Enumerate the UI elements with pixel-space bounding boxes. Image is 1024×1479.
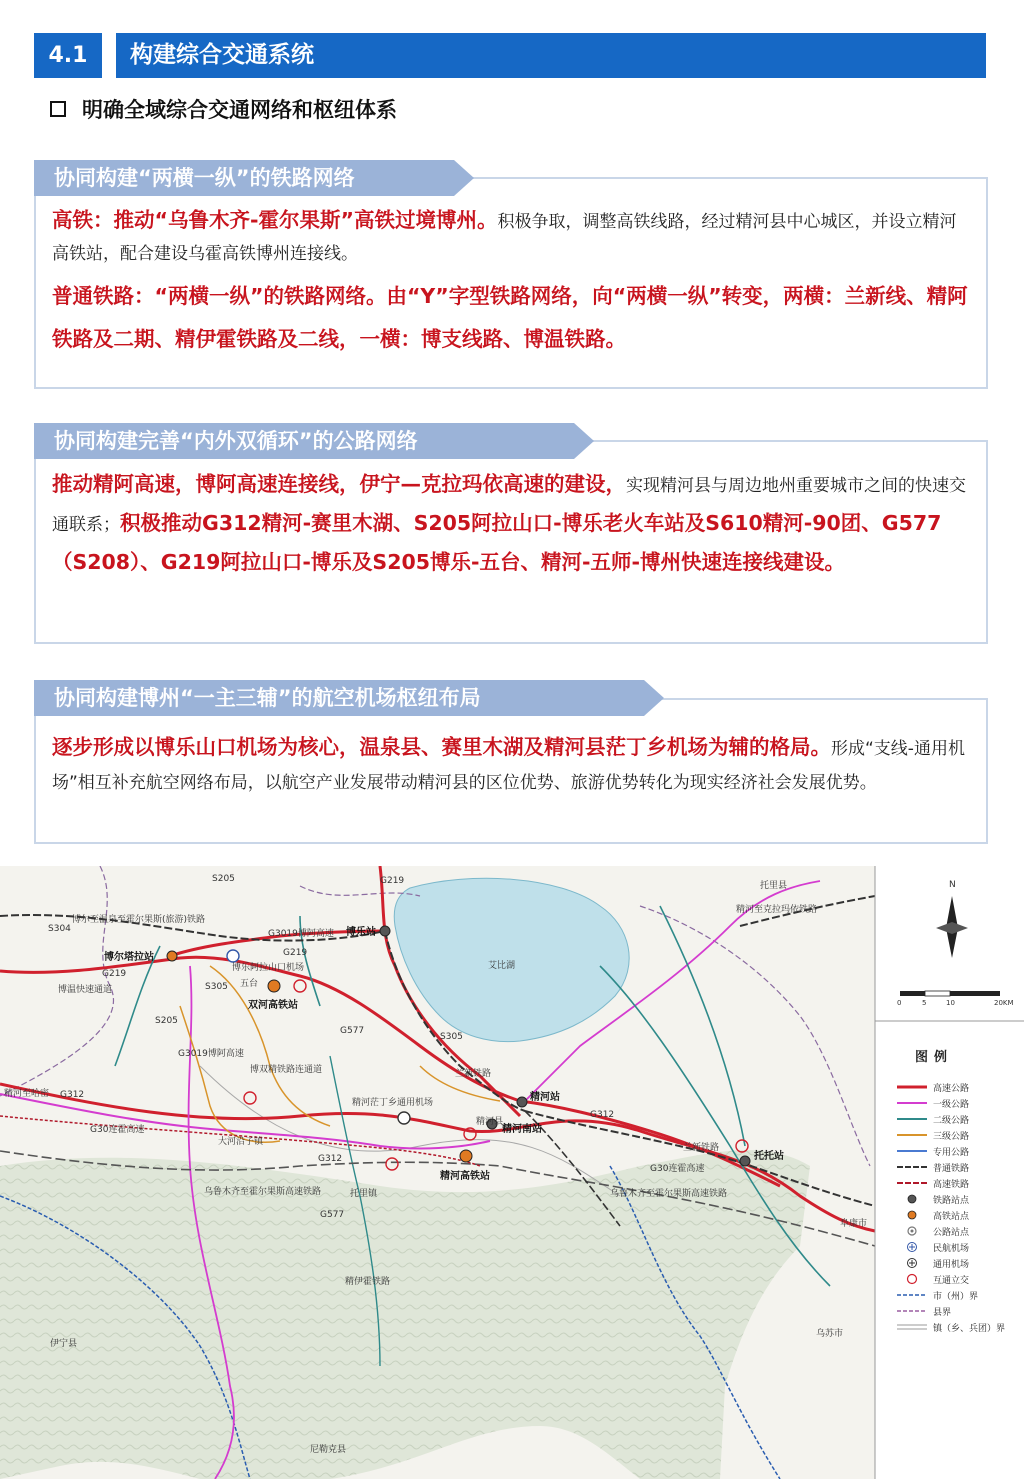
subheading xyxy=(50,94,397,124)
label-wusu: 乌苏市 xyxy=(816,1329,844,1339)
station-boertala: 博尔塔拉站 xyxy=(104,952,154,963)
label-jingha: 精河至哈密 xyxy=(4,1089,50,1099)
legend-symbol-icon xyxy=(897,1081,927,1093)
label-tuoli-town: 托里镇 xyxy=(350,1189,378,1199)
legend-symbol-icon xyxy=(897,1177,927,1189)
scale-5: 5 xyxy=(922,999,927,1007)
transport-map xyxy=(0,866,1024,1479)
map-legend xyxy=(875,1020,1024,1335)
label-bowen-express: 博温快速通道 xyxy=(58,985,113,995)
label-g577-b: G577 xyxy=(320,1210,345,1220)
legend-symbol-icon xyxy=(897,1257,927,1269)
rail-tab-label: 协同构建“两横一纵”的铁路网络 xyxy=(54,166,355,190)
station-bole: 博乐站 xyxy=(346,927,376,938)
label-aibi-lake: 艾比湖 xyxy=(488,961,516,971)
label-fuyuan: 阜康市 xyxy=(840,1219,868,1229)
label-g577-a: G577 xyxy=(340,1026,365,1036)
label-jinghe-kelamayi: 精河至克拉玛依铁路 xyxy=(736,905,818,915)
airport-body xyxy=(52,730,972,800)
station-jinghe: 精河站 xyxy=(530,1092,560,1103)
legend-item xyxy=(875,1175,1024,1191)
label-lanxin2: 兰新铁路 xyxy=(683,1143,720,1153)
rail-tab xyxy=(34,160,474,196)
legend-label: 县界 xyxy=(933,1307,952,1318)
legend-item xyxy=(875,1143,1024,1159)
label-wuhuo-left: 乌鲁木齐至霍尔果斯高速铁路 xyxy=(204,1187,322,1197)
rail-body xyxy=(52,204,972,270)
label-g30-left: G30连霍高速 xyxy=(90,1125,145,1135)
label-g312-left: G312 xyxy=(60,1090,85,1100)
label-wuhuo-right: 乌鲁木齐至霍尔果斯高速铁路 xyxy=(610,1189,728,1199)
road-text: 实现精河县与周边地州重要城市之间的快速交通联系； xyxy=(52,476,966,535)
legend-item xyxy=(875,1079,1024,1095)
legend-label: 镇（乡、兵团）界 xyxy=(933,1323,1006,1334)
airport-tab-label: 协同构建博州“一主三辅”的航空机场枢纽布局 xyxy=(54,686,481,710)
legend-label: 民航机场 xyxy=(933,1243,970,1254)
label-s305-a: S305 xyxy=(205,982,228,992)
label-g312-right: G312 xyxy=(590,1110,615,1120)
label-g219-top: G219 xyxy=(380,876,405,886)
legend-item xyxy=(875,1207,1024,1223)
section-header xyxy=(34,33,986,78)
label-jinghe-county: 精河县 xyxy=(476,1117,504,1127)
legend-label: 高速铁路 xyxy=(933,1179,970,1190)
label-tuoli: 托里县 xyxy=(760,881,788,891)
legend-item xyxy=(875,1111,1024,1127)
legend-label: 市（州）界 xyxy=(933,1291,979,1302)
legend-label: 通用机场 xyxy=(933,1259,970,1270)
hsr-text: 积极争取，调整高铁线路，经过精河县中心城区，并设立精河高铁站，配合建设乌霍高铁博州连接线。 xyxy=(52,212,957,264)
airport-highlight: 逐步形成以博乐山口机场为核心，温泉县、赛里木湖及精河县茫丁乡机场为辅的格局。 xyxy=(52,735,831,759)
legend-item xyxy=(875,1191,1024,1207)
rail-body-2 xyxy=(52,276,972,362)
road-tab-label: 协同构建完善“内外双循环”的公路网络 xyxy=(54,429,418,453)
label-g219-b: G219 xyxy=(102,969,127,979)
legend-label: 三级公路 xyxy=(933,1131,970,1142)
legend-symbol-icon xyxy=(897,1305,927,1317)
section-title: 构建综合交通系统 xyxy=(116,33,986,78)
label-g3019-v: G3019博阿高速 xyxy=(178,1049,244,1059)
station-jinghe-south: 精河南站 xyxy=(502,1124,542,1135)
square-bullet-icon xyxy=(50,101,66,117)
road-body xyxy=(52,466,972,583)
label-jingyihuo: 精伊霍铁路 xyxy=(345,1277,391,1287)
legend-item xyxy=(875,1287,1024,1303)
station-tuotuo: 托托站 xyxy=(754,1151,784,1162)
legend-symbol-icon xyxy=(897,1225,927,1237)
legend-label: 一级公路 xyxy=(933,1099,970,1110)
label-s205-top: S205 xyxy=(212,874,235,884)
legend-label: 普通铁路 xyxy=(933,1163,970,1174)
label-ga-airport: 精河茫丁乡通用机场 xyxy=(352,1098,434,1108)
label-s304: S304 xyxy=(48,924,71,934)
legend-symbol-icon xyxy=(897,1241,927,1253)
legend-label: 公路站点 xyxy=(933,1227,970,1238)
scale-10: 10 xyxy=(946,999,955,1007)
section-number: 4.1 xyxy=(34,33,102,78)
road-highlight-2: 积极推动G312精河-赛里木湖、S205阿拉山口-博乐老火车站及S610精河-90团、G577（S208）、G219阿拉山口-博乐及S205博乐-五台、精河-五师-博州快速连接线建设。 xyxy=(52,511,942,574)
legend-label: 高速公路 xyxy=(933,1083,970,1094)
airport-text: 形成“支线-通用机场”相互补充航空网络布局，以航空产业发展带动精河县的区位优势、旅游优势转化为现实经济社会发展优势。 xyxy=(52,739,965,793)
label-g30-right: G30连霍高速 xyxy=(650,1164,705,1174)
legend-symbol-icon xyxy=(897,1097,927,1109)
legend-symbol-icon xyxy=(897,1209,927,1221)
legend-item xyxy=(875,1159,1024,1175)
label-airport: 博乐阿拉山口机场 xyxy=(232,963,305,973)
station-shuanghe: 双河高铁站 xyxy=(248,1000,298,1011)
north-label: N xyxy=(949,880,956,890)
legend-symbol-icon xyxy=(897,1321,927,1333)
label-wuhe: 五台 xyxy=(240,979,259,989)
road-highlight-1: 推动精阿高速，博阿高速连接线，伊宁—克拉玛依高速的建设， xyxy=(52,472,626,496)
label-g219-a: G219 xyxy=(283,948,308,958)
road-tab xyxy=(34,423,594,459)
legend-item xyxy=(875,1255,1024,1271)
station-jinghe-hsr: 精河高铁站 xyxy=(440,1171,490,1182)
legend-item xyxy=(875,1223,1024,1239)
legend-label: 高铁站点 xyxy=(933,1211,970,1222)
legend-title: 图例 xyxy=(915,1050,954,1065)
legend-label: 二级公路 xyxy=(933,1115,970,1126)
scale-20: 20KM xyxy=(994,999,1014,1007)
legend-label: 专用公路 xyxy=(933,1147,970,1158)
legend-item xyxy=(875,1095,1024,1111)
legend-symbol-icon xyxy=(897,1145,927,1157)
label-bowen-rail: 博尔至温泉至霍尔果斯(旅游)铁路 xyxy=(72,915,206,925)
label-g312-mid: G312 xyxy=(318,1154,343,1164)
label-yining: 伊宁县 xyxy=(50,1339,78,1349)
airport-tab xyxy=(34,680,664,716)
scale-0: 0 xyxy=(897,999,902,1007)
legend-item xyxy=(875,1239,1024,1255)
legend-symbol-icon xyxy=(897,1129,927,1141)
hsr-highlight: 高铁：推动“乌鲁木齐-霍尔果斯”高铁过境博州。 xyxy=(52,208,498,232)
legend-item xyxy=(875,1319,1024,1335)
legend-symbol-icon xyxy=(897,1161,927,1173)
legend-symbol-icon xyxy=(897,1193,927,1205)
legend-item xyxy=(875,1127,1024,1143)
label-s305-b: S305 xyxy=(440,1032,463,1042)
legend-item xyxy=(875,1303,1024,1319)
subheading-text: 明确全域综合交通网络和枢纽体系 xyxy=(82,98,397,122)
label-lanxin: 兰新铁路 xyxy=(455,1069,492,1079)
legend-label: 互通立交 xyxy=(933,1275,970,1286)
label-s205-left: S205 xyxy=(155,1016,178,1026)
label-bojing: 博双精铁路连通道 xyxy=(250,1065,323,1075)
legend-item xyxy=(875,1271,1024,1287)
normal-rail-highlight: 普通铁路：“两横一纵”的铁路网络。由“Y”字型铁路网络，向“两横一纵”转变，两横：兰新线、精阿铁路及二期、精伊霍铁路及二线，一横：博支线路、博温铁路。 xyxy=(52,284,968,351)
legend-symbol-icon xyxy=(897,1113,927,1125)
legend-symbol-icon xyxy=(897,1273,927,1285)
label-dahe: 大河沿子镇 xyxy=(218,1137,264,1147)
label-g3019: G3019博阿高速 xyxy=(268,929,334,939)
label-nileke: 尼勒克县 xyxy=(310,1445,347,1455)
legend-label: 铁路站点 xyxy=(933,1195,970,1206)
legend-symbol-icon xyxy=(897,1289,927,1301)
